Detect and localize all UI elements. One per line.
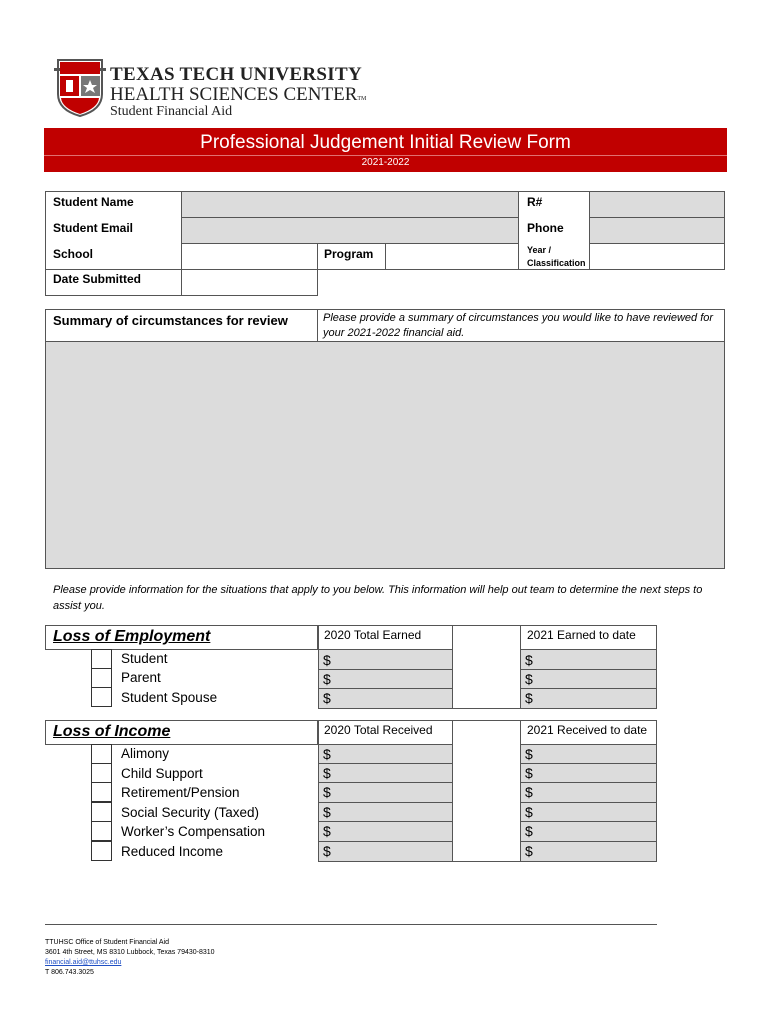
footer-phone: T 806.743.3025 bbox=[45, 969, 94, 976]
employment-2021-parent[interactable] bbox=[520, 669, 657, 689]
date-submitted-input[interactable] bbox=[181, 269, 318, 296]
employment-checkbox-student[interactable] bbox=[91, 649, 112, 669]
dollar-sign: $ bbox=[323, 652, 331, 668]
student-email-input[interactable] bbox=[181, 217, 519, 244]
dollar-sign: $ bbox=[323, 784, 331, 800]
employment-col2-label: 2021 Earned to date bbox=[527, 628, 636, 642]
footer-address: 3601 4th Street, MS 8310 Lubbock, Texas 79430-8310 bbox=[45, 949, 215, 956]
employment-col1-label: 2020 Total Earned bbox=[324, 628, 422, 642]
student-name-label: Student Name bbox=[53, 195, 134, 209]
logo-university-name: TEXAS TECH UNIVERSITY bbox=[110, 64, 362, 85]
income-col1-label: 2020 Total Received bbox=[324, 723, 433, 737]
income-2020-alimony[interactable] bbox=[318, 744, 453, 764]
income-2020-social-security[interactable] bbox=[318, 802, 453, 822]
school-label: School bbox=[53, 247, 94, 261]
form-title: Professional Judgement Initial Review Form bbox=[200, 132, 571, 153]
summary-instructions: Please provide a summary of circumstances you would like to have reviewed for your 2021-2022 financial aid. bbox=[323, 312, 714, 339]
dollar-sign: $ bbox=[525, 784, 533, 800]
employment-2020-student[interactable] bbox=[318, 649, 453, 670]
footer-divider bbox=[45, 924, 657, 925]
title-banner bbox=[44, 128, 727, 172]
loss-of-employment-title: Loss of Employment bbox=[53, 628, 211, 645]
income-2020-retirement[interactable] bbox=[318, 782, 453, 803]
logo-department: Student Financial Aid bbox=[110, 104, 233, 119]
employment-item-student: Student bbox=[121, 651, 168, 666]
program-input[interactable] bbox=[385, 243, 519, 270]
r-number-input[interactable] bbox=[589, 191, 725, 218]
logo bbox=[48, 48, 408, 128]
dollar-sign: $ bbox=[525, 843, 533, 859]
income-checkbox-reduced-income[interactable] bbox=[91, 841, 112, 861]
summary-textarea[interactable] bbox=[45, 341, 725, 569]
income-2021-retirement[interactable] bbox=[520, 782, 657, 803]
employment-item-spouse: Student Spouse bbox=[121, 690, 218, 705]
employment-item-parent: Parent bbox=[121, 670, 161, 685]
year-class-label-line1: Year / bbox=[527, 245, 552, 255]
dollar-sign: $ bbox=[525, 765, 533, 781]
dollar-sign: $ bbox=[323, 746, 331, 762]
student-name-input[interactable] bbox=[181, 191, 519, 218]
ttuhsc-seal-icon bbox=[54, 54, 106, 118]
situations-note: Please provide information for the situations that apply to you below. This information will help out team to determine the next steps to assist you. bbox=[53, 584, 703, 612]
banner-divider bbox=[44, 155, 727, 156]
dollar-sign: $ bbox=[323, 804, 331, 820]
income-checkbox-child-support[interactable] bbox=[91, 763, 112, 783]
income-item-social-security: Social Security (Taxed) bbox=[121, 805, 260, 820]
date-submitted-label: Date Submitted bbox=[53, 272, 142, 286]
dollar-sign: $ bbox=[323, 671, 331, 687]
employment-2020-parent[interactable] bbox=[318, 669, 453, 689]
dollar-sign: $ bbox=[323, 765, 331, 781]
income-checkbox-alimony[interactable] bbox=[91, 744, 112, 764]
dollar-sign: $ bbox=[323, 823, 331, 839]
income-2021-social-security[interactable] bbox=[520, 802, 657, 822]
dollar-sign: $ bbox=[525, 804, 533, 820]
income-2021-alimony[interactable] bbox=[520, 744, 657, 764]
income-col2-label: 2021 Received to date bbox=[527, 723, 648, 737]
dollar-sign: $ bbox=[323, 690, 331, 706]
income-item-retirement: Retirement/Pension bbox=[121, 785, 240, 800]
income-checkbox-retirement[interactable] bbox=[91, 782, 112, 802]
footer-office: TTUHSC Office of Student Financial Aid bbox=[45, 939, 169, 946]
income-spacer bbox=[452, 720, 521, 862]
income-2021-reduced-income[interactable] bbox=[520, 841, 657, 862]
r-number-label: R# bbox=[527, 195, 543, 209]
loss-of-income-title: Loss of Income bbox=[53, 723, 171, 740]
trademark-mark: TM bbox=[357, 96, 367, 102]
employment-checkbox-spouse[interactable] bbox=[91, 687, 112, 707]
dollar-sign: $ bbox=[525, 652, 533, 668]
income-2020-reduced-income[interactable] bbox=[318, 841, 453, 862]
income-item-reduced-income: Reduced Income bbox=[121, 844, 224, 859]
employment-checkbox-parent[interactable] bbox=[91, 668, 112, 688]
student-email-label: Student Email bbox=[53, 221, 134, 235]
income-2020-child-support[interactable] bbox=[318, 763, 453, 783]
year-class-input[interactable] bbox=[589, 243, 725, 270]
year-class-label-line2: Classification bbox=[527, 258, 586, 268]
income-item-alimony: Alimony bbox=[121, 746, 170, 761]
dollar-sign: $ bbox=[323, 843, 331, 859]
income-item-child-support: Child Support bbox=[121, 766, 203, 781]
dollar-sign: $ bbox=[525, 690, 533, 706]
employment-spacer bbox=[452, 625, 521, 709]
school-input[interactable] bbox=[181, 243, 318, 270]
phone-input[interactable] bbox=[589, 217, 725, 244]
employment-2021-student[interactable] bbox=[520, 649, 657, 670]
form-year: 2021-2022 bbox=[361, 157, 410, 168]
logo-center-name: HEALTH SCIENCES CENTERTM bbox=[110, 84, 367, 105]
employment-2020-spouse[interactable] bbox=[318, 688, 453, 709]
income-item-workers-comp: Worker’s Compensation bbox=[121, 824, 266, 839]
income-checkbox-social-security[interactable] bbox=[91, 802, 112, 822]
income-2020-workers-comp[interactable] bbox=[318, 821, 453, 842]
employment-2021-spouse[interactable] bbox=[520, 688, 657, 709]
phone-label: Phone bbox=[527, 221, 564, 235]
dollar-sign: $ bbox=[525, 671, 533, 687]
income-2021-workers-comp[interactable] bbox=[520, 821, 657, 842]
summary-label: Summary of circumstances for review bbox=[53, 313, 288, 328]
income-checkbox-workers-comp[interactable] bbox=[91, 821, 112, 841]
program-label: Program bbox=[324, 247, 374, 261]
dollar-sign: $ bbox=[525, 746, 533, 762]
dollar-sign: $ bbox=[525, 823, 533, 839]
income-2021-child-support[interactable] bbox=[520, 763, 657, 783]
footer-email-link[interactable]: financial.aid@ttuhsc.edu bbox=[45, 959, 122, 966]
